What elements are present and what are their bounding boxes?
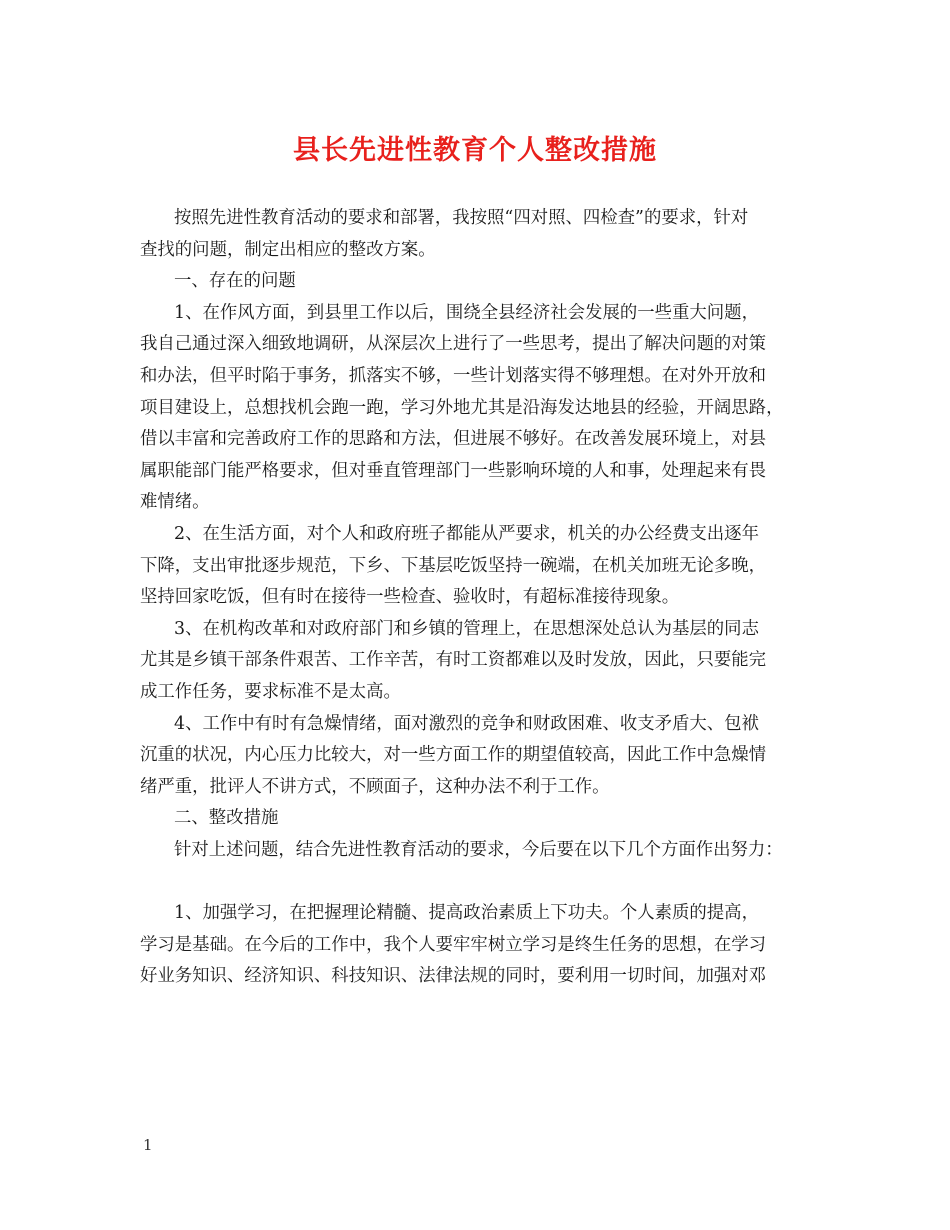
paragraph-line: 难情绪。 (140, 492, 210, 513)
paragraph-line: 属职能部门能严格要求，但对垂直管理部门一些影响环境的人和事，处理起来有畏 (140, 460, 767, 481)
paragraph-line: 和办法，但平时陷于事务，抓落实不够，一些计划落实得不够理想。在对外开放和 (140, 365, 767, 386)
paragraph-line: 借以丰富和完善政府工作的思路和方法，但进展不够好。在改善发展环境上，对县 (140, 429, 767, 450)
section-heading: 二、整改措施 (174, 808, 279, 829)
paragraph-line: 好业务知识、经济知识、科技知识、法律法规的同时，要利用一切时间，加强对邓 (140, 966, 767, 987)
paragraph-line: 项目建设上，总想找机会跑一跑，学习外地尤其是沿海发达地县的经验，开阔思路， (140, 397, 784, 418)
paragraph-line: 针对上述问题，结合先进性教育活动的要求，今后要在以下几个方面作出努力： (174, 839, 783, 860)
paragraph-line: 按照先进性教育活动的要求和部署，我按照“四对照、四检查”的要求，针对 (174, 208, 749, 228)
paragraph-line: 4、工作中有时有急燥情绪，面对激烈的竞争和财政困难、收支矛盾大、包袱 (174, 713, 759, 734)
paragraph-line: 尤其是乡镇干部条件艰苦、工作辛苦，有时工资都难以及时发放，因此，只要能完 (140, 650, 767, 671)
paragraph-line: 下降，支出审批逐步规范，下乡、下基层吃饭坚持一碗端，在机关加班无论多晚， (140, 555, 767, 576)
document-body (140, 203, 830, 993)
paragraph-line: 我自己通过深入细致地调研，从深层次上进行了一些思考，提出了解决问题的对策 (140, 334, 767, 355)
section-heading: 一、存在的问题 (174, 271, 296, 292)
paragraph-line: 2、在生活方面，对个人和政府班子都能从严要求，机关的办公经费支出逐年 (174, 523, 759, 544)
paragraph-line: 学习是基础。在今后的工作中，我个人要牢牢树立学习是终生任务的思想，在学习 (140, 934, 767, 955)
paragraph-line: 坚持回家吃饭，但有时在接待一些检查、验收时，有超标准接待现象。 (140, 587, 680, 608)
paragraph-line: 1、在作风方面，到县里工作以后，围绕全县经济社会发展的一些重大问题， (174, 302, 759, 323)
paragraph-line: 1、加强学习，在把握理论精髓、提高政治素质上下功夫。个人素质的提高， (174, 903, 759, 924)
paragraph-line: 成工作任务，要求标准不是太高。 (140, 681, 401, 702)
document-title: 县长先进性教育个人整改措施 (293, 135, 657, 166)
blank-line (140, 866, 830, 898)
paragraph-line: 沉重的状况，内心压力比较大，对一些方面工作的期望值较高，因此工作中急燥情 (140, 745, 767, 766)
page-number: 1 (143, 1136, 153, 1154)
paragraph-line: 查找的问题，制定出相应的整改方案。 (140, 239, 436, 260)
paragraph-line: 3、在机构改革和对政府部门和乡镇的管理上，在思想深处总认为基层的同志 (174, 618, 759, 639)
paragraph-line: 绪严重，批评人不讲方式，不顾面子，这种办法不利于工作。 (140, 776, 610, 797)
